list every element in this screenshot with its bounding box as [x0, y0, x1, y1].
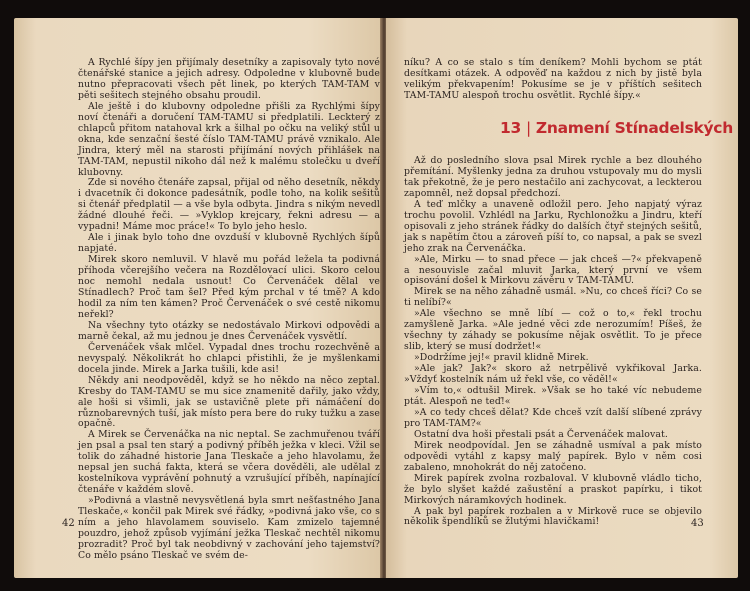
left-page-body — [78, 58, 380, 562]
paragraph: Červenáček však mlčel. Vypadal dnes trochu rozechvěně a nevyspalý. Několikrát ho chlapci přistihli, že je myšlenkami docela jinde. Mirek a Jarka tušili, kde asi! — [78, 341, 380, 375]
paragraph: Mirek neodpovídal. Jen se záhadně usmíval a pak místo odpovědi vytáhl z kapsy malý papírek. Bylo v něm cosi zabaleno, mnohokrát do něj zatočeno. — [404, 439, 702, 473]
paragraph: »Ale všechno se mně líbí — což o to,« řekl trochu zamyšleně Jarka. »Ale jedné věci zde nerozumím! Píšeš, že všechny ty záhady se pokusíme nějak osvětlit. To je přece slib, který se musí dodržet!« — [404, 308, 702, 353]
paragraph: Mirek skoro nemluvil. V hlavě mu pořád ležela ta podivná příhoda včerejšího večera na Rozdělovací ulici. Skoro celou noc nemohl nedala usnout! Co Červenáček dělal ve Stínadlech? Proč tam šel? Před kým prchal v té tmě? A kdo hodil za ním ten kámen? Proč Červenáček o své cestě nikomu neřekl? — [78, 254, 380, 320]
chapter-number: 13 — [500, 119, 521, 137]
paragraph: A teď mlčky a unaveně odložil pero. Jeho napjatý výraz trochu povolil. Vzhlédl na Jarku, Rychlonožku a Jindru, kteří opisovali z jeho stránek řádky do dalších čtyř stejných sešitů, jak s napětím čtou a zároveň píší to, co napsal, a pak se svezl jeho zrak na Červenáčka. — [404, 198, 702, 254]
paragraph: »Vím to,« odtušil Mirek. »Však se ho také víc nebudeme ptát. Alespoň ne teď!« — [404, 385, 702, 407]
paragraph: A Mirek se Červenáčka na nic neptal. Se zachmuřenou tváří jen psal a psal ten starý a podivný příběh ježka v kleci. Vžil se tolik do záhadné historie Jana Tleskače a jeho hlavolamu, že nepsal jen suchá fakta, která se včera dověděli, ale udělal z kostelníkova vyprávění pohnutý a vzrušující příběh, napínající čtenáře v každém slově. — [78, 429, 380, 496]
paragraph: A Rychlé šípy jen přijímaly desetníky a zapisovaly tyto nové čtenářské stanice a jejich adresy. Odpoledne v klubovně bude nutno přepracovati všech pět linek, po kterých TAM-TAM v pěti sešitech stejného obsahu proudil. — [78, 57, 380, 101]
page-number: 43 — [691, 518, 704, 529]
page-number: 42 — [62, 518, 75, 529]
paragraph: Mirek se na něho záhadně usmál. »Nu, co chceš říci? Co se ti nelíbí?« — [404, 286, 702, 309]
left-page — [14, 18, 382, 578]
paragraph: »Ale, Mirku — to snad přece — jak chceš —?« překvapeně a nesouvisle začal mluvit Jarka, který první ve všem opisování došel k Mirkovu závěru v TAM-TAMU. — [404, 253, 702, 287]
paragraph: níku? A co se stalo s tím deníkem? Mohli bychom se ptát desítkami otázek. A odpověď na každou z nich by jistě byla velikým překvapením! Pokusíme se je v příštích sešitech TAM-TAMU alespoň trochu osvětlit. Rychlé šípy.« — [404, 57, 702, 101]
paragraph: »Ale jak? Jak?« skoro až netrpělivě vykřikoval Jarka. »Vždyť kostelník nám už řekl vše, co věděl!« — [404, 363, 702, 386]
chapter-separator: | — [525, 119, 531, 137]
chapter-heading — [500, 119, 733, 137]
continued-paragraph — [404, 58, 702, 102]
paragraph: Až do posledního slova psal Mirek rychle a bez dlouhého přemítání. Myšlenky jedna za druhou vstupovaly mu do mysli tak překotně, že je pero nestačilo ani zachycovat, a leckterou zapomněl, než dopsal předchozí. — [404, 155, 702, 199]
paragraph: »Dodržíme jej!« pravil klidně Mirek. — [414, 352, 589, 364]
paragraph: »Podivná a vlastně nevysvětlená byla smrt nešťastného Jana Tleskače,« končil pak Mirek své řádky, »podivná jako vše, co s ním a jeho hlavolamem souviselo. Kam zmizelo tajemné pouzdro, jehož způsob vyjímání ježka Tleskač nechtěl nikomu prozradit? Proč byl tak neobdivný v zachování jeho tajemství? Co mělo psáno Tleskač ve svém de- — [78, 495, 380, 561]
paragraph: Někdy ani neodpověděl, když se ho někdo na něco zeptal. Kresby do TAM-TAMU se mu sice znamenitě dařily, jako vždy, ale hoši si všimli, jak se ustavičně plete při námáčení do různobarevných tuší, jak místo pera bere do ruky tužku a zase opačně. — [78, 374, 380, 430]
paragraph: Ale ještě i do klubovny odpoledne přišli za Rychlými šípy noví čtenáři a doručení TAM-TAMU si předplatili. Leckterý z chlapců přitom natahoval krk a šilhal po očku na veliký stůl u okna, kde senzační šesté číslo TAM-TAMU právě vznikalo. Ale Jindra, který měl na starosti přijímání nových přihlášek na TAM-TAM, nepustil nikoho dál než k malému stolečku u dveří klubovny. — [78, 100, 380, 178]
paragraph: A pak byl papírek rozbalen a v Mirkově ruce se objevilo několik špendlíků se žlutými hlavičkami! — [404, 505, 702, 528]
paragraph: »A co tedy chceš dělat? Kde chceš vzít další slíbené zprávy pro TAM-TAM?« — [404, 406, 702, 429]
paragraph: Ale i jinak bylo toho dne ovzduší v klubovně Rychlých šípů napjaté. — [78, 232, 380, 255]
right-page-body — [404, 156, 702, 528]
paragraph: Zde si nového čtenáře zapsal, přijal od něho desetník, někdy i dvacetník či dokonce padesátník, podle toho, na kolik sešitů si čtenář předplatil — a vše byla odbyta. Jindra s nikým nevedl žádné dlouhé řeči. — »Vyklop krejcary, řekni adresu — a vypadni! Máme moc práce!« To bylo jeho heslo. — [78, 177, 380, 233]
paragraph: Mirek papírek zvolna rozbaloval. V klubovně vládlo ticho, že bylo slyšet každé zašustění a praskot papírku, i tikot Mirkových náramkových hodinek. — [404, 472, 702, 506]
paragraph: Na všechny tyto otázky se nedostávalo Mirkovi odpovědi a marně čekal, až mu jednou je dnes Červenáček vysvětlí. — [78, 319, 380, 342]
chapter-title: Znamení Stínadelských — [535, 119, 733, 137]
paragraph: Ostatní dva hoši přestali psát a Červenáček malovat. — [414, 428, 668, 440]
right-page — [386, 18, 738, 578]
